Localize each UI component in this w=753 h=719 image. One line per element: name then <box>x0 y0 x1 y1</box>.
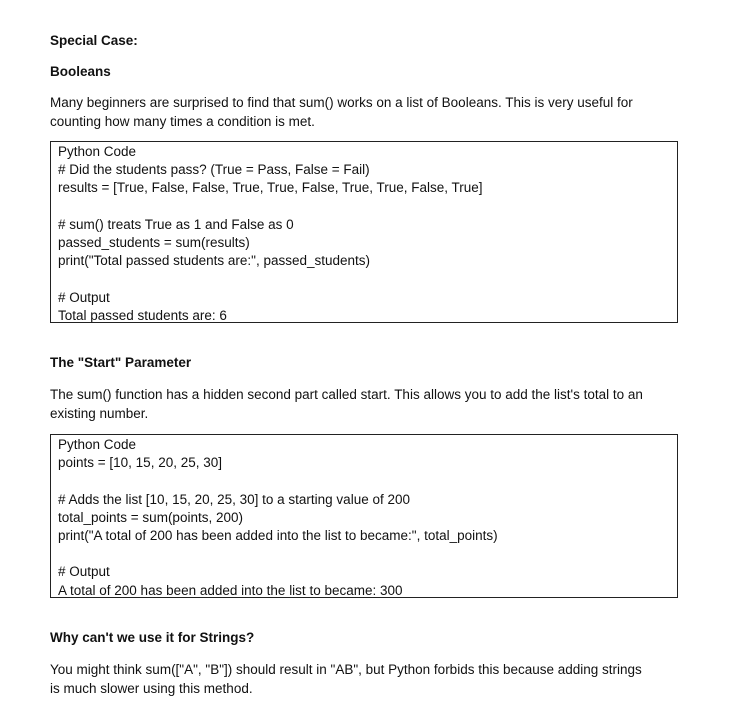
paragraph-line: is much slower using this method. <box>50 681 253 696</box>
code-line: points = [10, 15, 20, 25, 30] <box>58 455 222 471</box>
start-parameter-heading: The "Start" Parameter <box>50 355 192 370</box>
booleans-paragraph <box>50 93 686 131</box>
booleans-heading: Booleans <box>50 64 111 79</box>
code-line: Total passed students are: 6 <box>58 307 227 323</box>
paragraph-line: counting how many times a condition is met. <box>50 114 315 129</box>
strings-paragraph <box>50 660 686 698</box>
code-line: A total of 200 has been added into the list to became: 300 <box>58 582 403 598</box>
code-line <box>58 198 677 216</box>
code-line <box>58 472 677 490</box>
code-line <box>58 545 677 563</box>
code-line: total_points = sum(points, 200) <box>58 509 243 525</box>
paragraph-line: The sum() function has a hidden second part called start. This allows you to add the list's total to an <box>50 387 643 402</box>
code-line: print("A total of 200 has been added into the list to became:", total_points) <box>58 527 498 543</box>
code-line: passed_students = sum(results) <box>58 234 250 250</box>
special-case-heading: Special Case: <box>50 33 138 48</box>
start-parameter-code-block <box>50 434 678 598</box>
booleans-code-block <box>50 141 678 323</box>
strings-heading: Why can't we use it for Strings? <box>50 630 255 645</box>
code-line: print("Total passed students are:", passed_students) <box>58 253 371 269</box>
paragraph-line: existing number. <box>50 406 149 421</box>
paragraph-line: Many beginners are surprised to find that sum() works on a list of Booleans. This is very useful for <box>50 95 633 110</box>
code-line: # Output <box>58 564 110 580</box>
code-line: # Did the students pass? (True = Pass, False = Fail) <box>58 162 370 178</box>
paragraph-line: You might think sum(["A", "B"]) should result in "AB", but Python forbids this because adding strings <box>50 662 642 677</box>
code-line <box>58 270 677 288</box>
code-line: # sum() treats True as 1 and False as 0 <box>58 216 294 232</box>
code-line: Python Code <box>58 437 137 452</box>
code-line: Python Code <box>58 144 137 159</box>
start-parameter-paragraph <box>50 385 686 423</box>
code-line: # Adds the list [10, 15, 20, 25, 30] to a starting value of 200 <box>58 491 410 507</box>
code-line: results = [True, False, False, True, True, False, True, True, False, True] <box>58 180 483 196</box>
code-line: # Output <box>58 289 110 305</box>
